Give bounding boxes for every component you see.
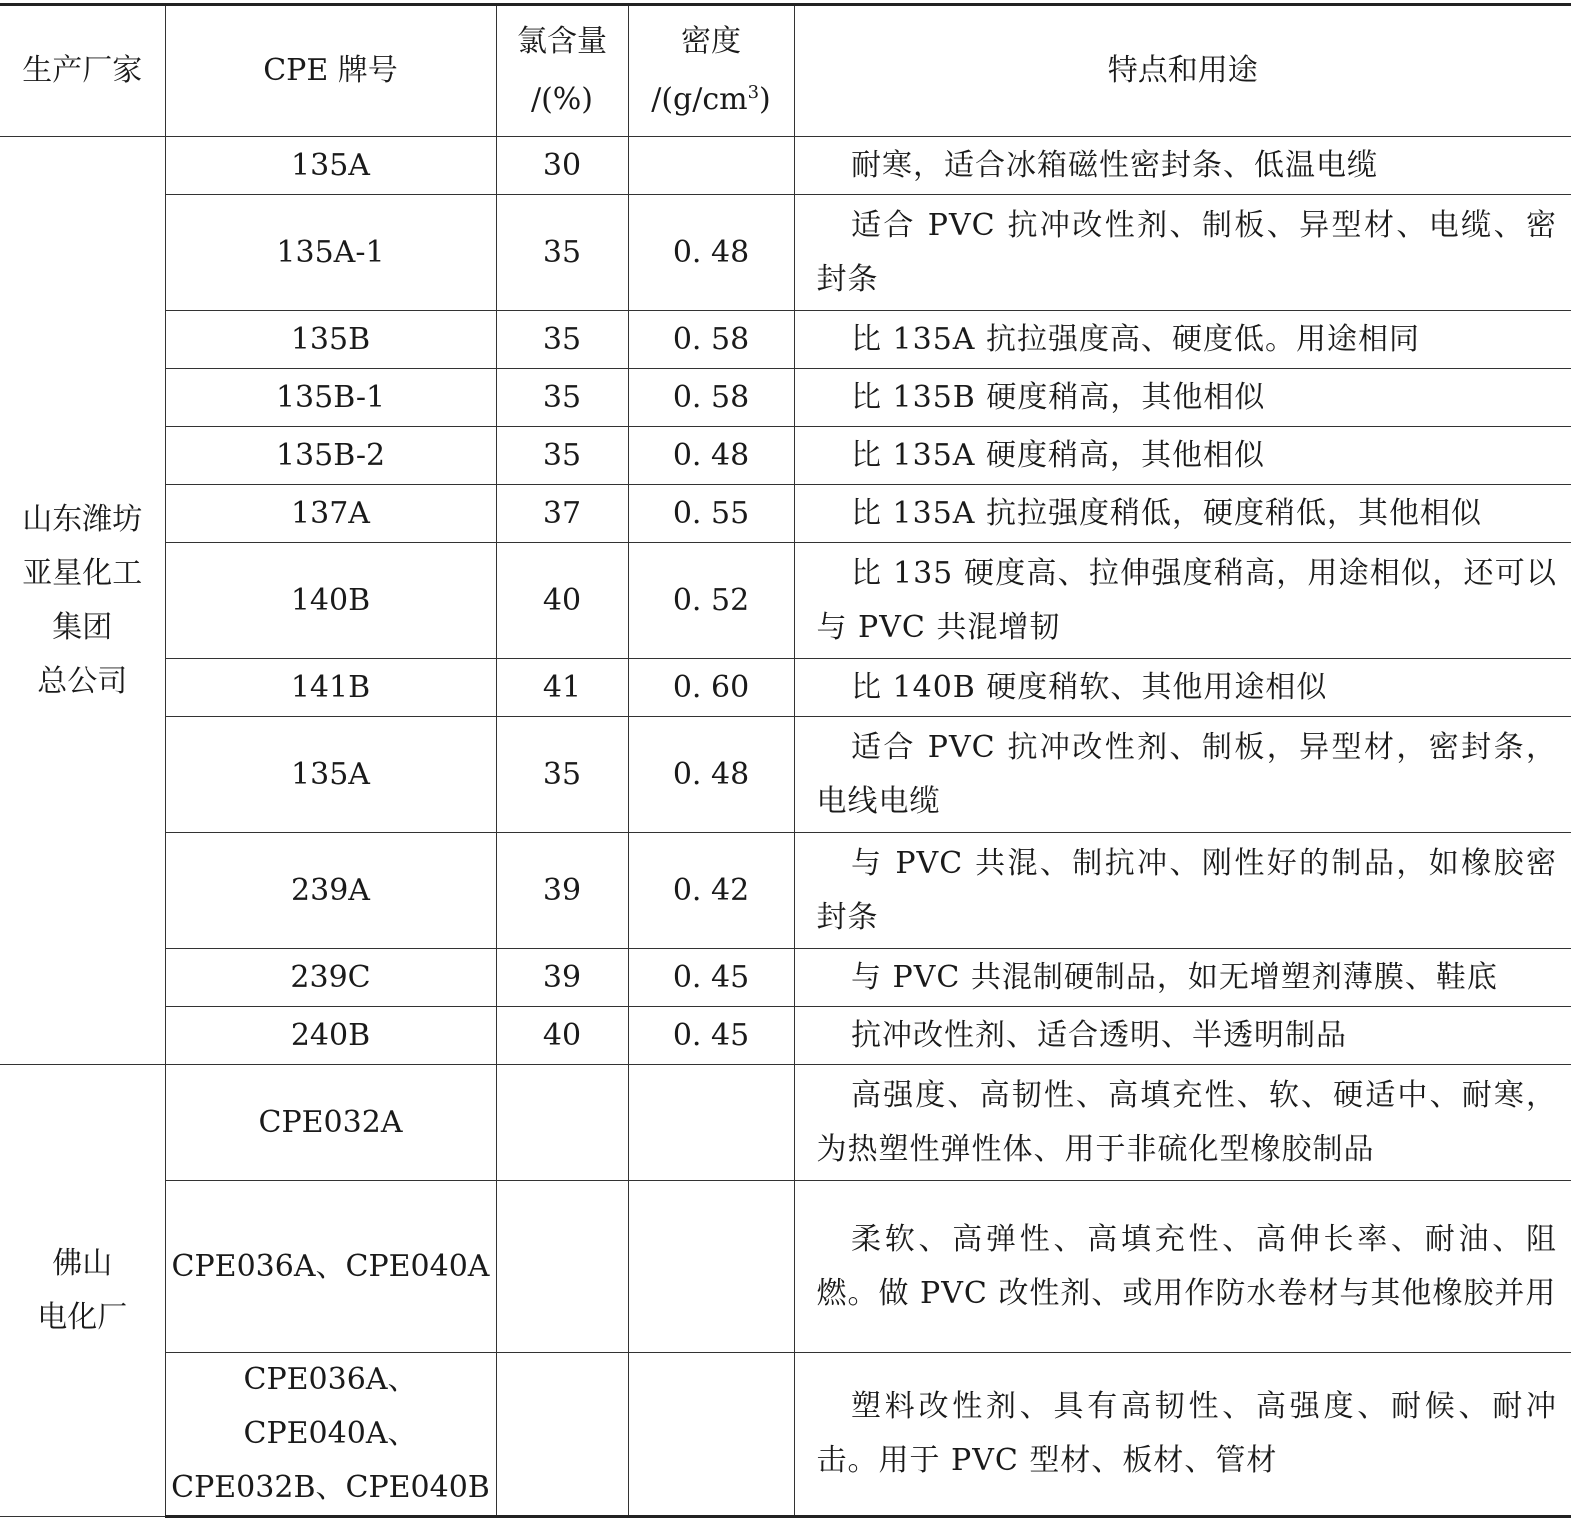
chlorine-cell: 35 xyxy=(496,427,628,485)
table-row xyxy=(0,543,1571,659)
chlorine-cell: 39 xyxy=(496,949,628,1007)
use-cell: 与 PVC 共混、制抗冲、刚性好的制品，如橡胶密封条 xyxy=(794,833,1571,949)
header-manufacturer: 生产厂家 xyxy=(0,5,165,137)
chlorine-cell: 30 xyxy=(496,137,628,195)
chlorine-cell: 35 xyxy=(496,717,628,833)
manufacturer-name-line: 总公司 xyxy=(37,663,128,699)
chlorine-cell xyxy=(496,1353,628,1517)
header-use: 特点和用途 xyxy=(794,5,1571,137)
density-cell: 0. 52 xyxy=(628,543,794,659)
grade-cell: 135B xyxy=(165,311,496,369)
use-cell: 比 135 硬度高、拉伸强度稍高，用途相似，还可以与 PVC 共混增韧 xyxy=(794,543,1571,659)
manufacturer-name-line: 佛山 xyxy=(52,1245,113,1281)
grade-cell: 135B-1 xyxy=(165,369,496,427)
grade-cell xyxy=(165,1353,496,1517)
use-cell: 比 140B 硬度稍软、其他用途相似 xyxy=(794,659,1571,717)
grade-line: CPE032A xyxy=(258,1104,403,1140)
chlorine-cell: 40 xyxy=(496,543,628,659)
use-cell: 高强度、高韧性、高填充性、软、硬适中、耐寒，为热塑性弹性体、用于非硫化型橡胶制品 xyxy=(794,1065,1571,1181)
density-cell: 0. 42 xyxy=(628,833,794,949)
header-density xyxy=(628,5,794,137)
grade-cell xyxy=(165,1065,496,1181)
density-cell: 0. 58 xyxy=(628,369,794,427)
use-cell: 比 135B 硬度稍高，其他相似 xyxy=(794,369,1571,427)
density-cell xyxy=(628,1353,794,1517)
use-cell: 适合 PVC 抗冲改性剂、制板，异型材，密封条，电线电缆 xyxy=(794,717,1571,833)
density-cell: 0. 45 xyxy=(628,1007,794,1065)
grade-cell: 135A-1 xyxy=(165,195,496,311)
grade-cell: 135A xyxy=(165,137,496,195)
manufacturer-name-line: 电化厂 xyxy=(37,1299,128,1335)
grade-cell: 239C xyxy=(165,949,496,1007)
use-cell: 耐寒，适合冰箱磁性密封条、低温电缆 xyxy=(794,137,1571,195)
use-cell: 比 135A 硬度稍高，其他相似 xyxy=(794,427,1571,485)
table-row xyxy=(0,659,1571,717)
chlorine-cell: 40 xyxy=(496,1007,628,1065)
header-chlorine-unit: /(%) xyxy=(530,82,594,117)
header-density-unit: $/(g/cm^3)$ xyxy=(651,82,771,117)
header-grade: CPE 牌号 xyxy=(165,5,496,137)
density-cell: 0. 48 xyxy=(628,717,794,833)
density-cell xyxy=(628,1065,794,1181)
density-cell: 0. 48 xyxy=(628,195,794,311)
density-cell: 0. 58 xyxy=(628,311,794,369)
density-cell: 0. 60 xyxy=(628,659,794,717)
grade-cell: 239A xyxy=(165,833,496,949)
header-chlorine-title: 氯含量 xyxy=(517,24,607,59)
chlorine-cell: 35 xyxy=(496,195,628,311)
table-row xyxy=(0,949,1571,1007)
table-row xyxy=(0,1353,1571,1517)
table-row xyxy=(0,369,1571,427)
table-row xyxy=(0,311,1571,369)
table-row xyxy=(0,195,1571,311)
table-row xyxy=(0,427,1571,485)
table-row xyxy=(0,137,1571,195)
header-chlorine xyxy=(496,5,628,137)
table-row xyxy=(0,1181,1571,1353)
manufacturer-cell xyxy=(0,1065,165,1517)
table-row xyxy=(0,833,1571,949)
use-cell: 塑料改性剂、具有高韧性、高强度、耐候、耐冲击。用于 PVC 型材、板材、管材 xyxy=(794,1353,1571,1517)
grade-line: CPE032B、CPE040B xyxy=(171,1470,490,1505)
table-row xyxy=(0,1007,1571,1065)
grade-cell: 141B xyxy=(165,659,496,717)
manufacturer-name-line: 亚星化工 xyxy=(22,555,143,591)
grade-line: CPE036A、CPE040A xyxy=(171,1248,490,1284)
grade-cell: 240B xyxy=(165,1007,496,1065)
grade-cell: 137A xyxy=(165,485,496,543)
grade-cell: 140B xyxy=(165,543,496,659)
chlorine-cell: 39 xyxy=(496,833,628,949)
chlorine-cell: 35 xyxy=(496,311,628,369)
density-cell xyxy=(628,137,794,195)
table-row xyxy=(0,717,1571,833)
use-cell: 适合 PVC 抗冲改性剂、制板、异型材、电缆、密封条 xyxy=(794,195,1571,311)
grade-cell xyxy=(165,1181,496,1353)
table-row xyxy=(0,485,1571,543)
table-row xyxy=(0,1065,1571,1181)
density-cell xyxy=(628,1181,794,1353)
cpe-grade-table xyxy=(0,3,1571,1518)
use-cell: 与 PVC 共混制硬制品，如无增塑剂薄膜、鞋底 xyxy=(794,949,1571,1007)
density-cell: 0. 45 xyxy=(628,949,794,1007)
use-cell: 比 135A 抗拉强度高、硬度低。用途相同 xyxy=(794,311,1571,369)
header-row xyxy=(0,5,1571,137)
density-cell: 0. 55 xyxy=(628,485,794,543)
use-cell: 抗冲改性剂、适合透明、半透明制品 xyxy=(794,1007,1571,1065)
chlorine-cell: 35 xyxy=(496,369,628,427)
density-cell: 0. 48 xyxy=(628,427,794,485)
grade-cell: 135B-2 xyxy=(165,427,496,485)
table-body xyxy=(0,137,1571,1517)
manufacturer-name-line: 山东潍坊 xyxy=(22,501,143,537)
manufacturer-name-line: 集团 xyxy=(52,609,113,645)
chlorine-cell: 41 xyxy=(496,659,628,717)
grade-line: CPE036A、CPE040A、 xyxy=(243,1362,418,1451)
chlorine-cell: 37 xyxy=(496,485,628,543)
grade-cell: 135A xyxy=(165,717,496,833)
use-cell: 柔软、高弹性、高填充性、高伸长率、耐油、阻燃。做 PVC 改性剂、或用作防水卷材与其他橡胶并用 xyxy=(794,1181,1571,1353)
chlorine-cell xyxy=(496,1181,628,1353)
chlorine-cell xyxy=(496,1065,628,1181)
use-cell: 比 135A 抗拉强度稍低，硬度稍低，其他相似 xyxy=(794,485,1571,543)
manufacturer-cell xyxy=(0,137,165,1065)
header-density-title: 密度 xyxy=(681,24,741,59)
